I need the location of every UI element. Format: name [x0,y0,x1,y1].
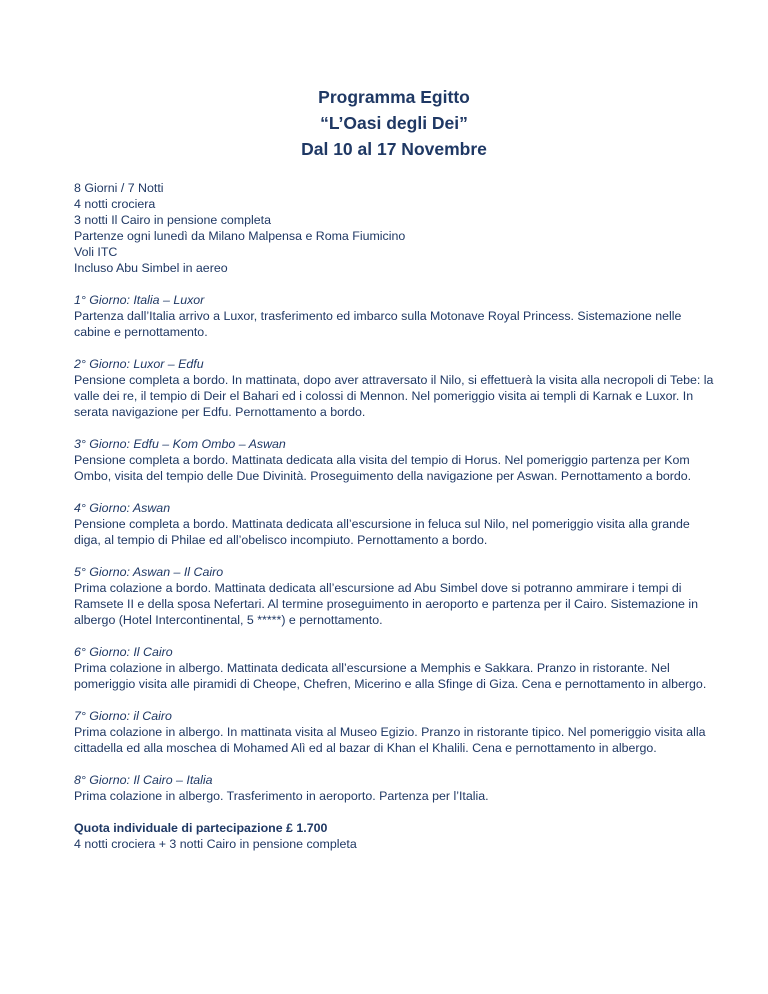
day-7 [74,708,714,756]
day-description: Prima colazione in albergo. In mattinata visita al Museo Egizio. Pranzo in ristorante tipico. Nel pomeriggio visita alla cittadella ed alla moschea di Mohamed Alì ed al bazar di Khan el Khalili. Cena e pernottamento in albergo. [74,725,706,755]
day-title: 1° Giorno: Italia – Luxor [74,293,205,307]
day-description: Prima colazione a bordo. Mattinata dedicata all’escursione ad Abu Simbel dove si potranno ammirare i tempi di Ramsete II e della sposa Nefertari. Al termine proseguimento in aeroporto e partenza per il Cairo. Sistemazione in albergo (Hotel Intercontinental, 5 *****) e pernottamento. [74,581,698,627]
day-3 [74,436,714,484]
day-1 [74,292,714,340]
title-line-subtitle: “L’Oasi degli Dei” [320,113,468,133]
day-description: Pensione completa a bordo. Mattinata dedicata all’escursione in feluca sul Nilo, nel pomeriggio visita alla grande diga, al tempio di Philae ed all’obelisco incompiuto. Pernottamento a bordo. [74,517,690,547]
summary-line-flights: Voli ITC [74,245,118,259]
price-title: Quota individuale di partecipazione £ 1.700 [74,821,328,835]
day-title: 5° Giorno: Aswan – Il Cairo [74,565,224,579]
trip-summary [74,180,714,276]
title-line-program: Programma Egitto [318,87,470,107]
document-title [74,84,714,162]
price-section [74,820,714,852]
day-description: Partenza dall’Italia arrivo a Luxor, trasferimento ed imbarco sulla Motonave Royal Princess. Sistemazione nelle cabine e pernottamento. [74,309,682,339]
summary-line-departures: Partenze ogni lunedì da Milano Malpensa e Roma Fiumicino [74,229,406,243]
day-title: 4° Giorno: Aswan [74,501,171,515]
day-2 [74,356,714,420]
day-5 [74,564,714,628]
day-6 [74,644,714,692]
day-description: Pensione completa a bordo. In mattinata, dopo aver attraversato il Nilo, si effettuerà la visita alla necropoli di Tebe: la valle dei re, il tempio di Deir el Bahari ed i colossi di Mennon. Nel pomeriggio visita ai templi di Karnak e Luxor. In serata navigazione per Edfu. Pernottamento a bordo. [74,373,714,419]
summary-line-duration: 8 Giorni / 7 Notti [74,181,164,195]
day-title: 2° Giorno: Luxor – Edfu [74,357,204,371]
summary-line-cruise: 4 notti crociera [74,197,156,211]
day-title: 8° Giorno: Il Cairo – Italia [74,773,213,787]
summary-line-abu-simbel: Incluso Abu Simbel in aereo [74,261,228,275]
day-description: Prima colazione in albergo. Trasferimento in aeroporto. Partenza per l’Italia. [74,789,489,803]
day-description: Prima colazione in albergo. Mattinata dedicata all’escursione a Memphis e Sakkara. Pranzo in ristorante. Nel pomeriggio visita alle piramidi di Cheope, Chefren, Micerino e alla Sfinge di Giza. Cena e pernottamento in albergo. [74,661,707,691]
summary-line-cairo: 3 notti Il Cairo in pensione completa [74,213,271,227]
title-line-dates: Dal 10 al 17 Novembre [301,139,487,159]
day-title: 3° Giorno: Edfu – Kom Ombo – Aswan [74,437,286,451]
day-4 [74,500,714,548]
price-description: 4 notti crociera + 3 notti Cairo in pensione completa [74,837,357,851]
day-title: 6° Giorno: Il Cairo [74,645,173,659]
document-page [74,84,714,852]
day-8 [74,772,714,804]
day-title: 7° Giorno: il Cairo [74,709,172,723]
day-description: Pensione completa a bordo. Mattinata dedicata alla visita del tempio di Horus. Nel pomeriggio partenza per Kom Ombo, visita del tempio delle Due Divinità. Proseguimento della navigazione per Aswan. Pernottamento a bordo. [74,453,692,483]
